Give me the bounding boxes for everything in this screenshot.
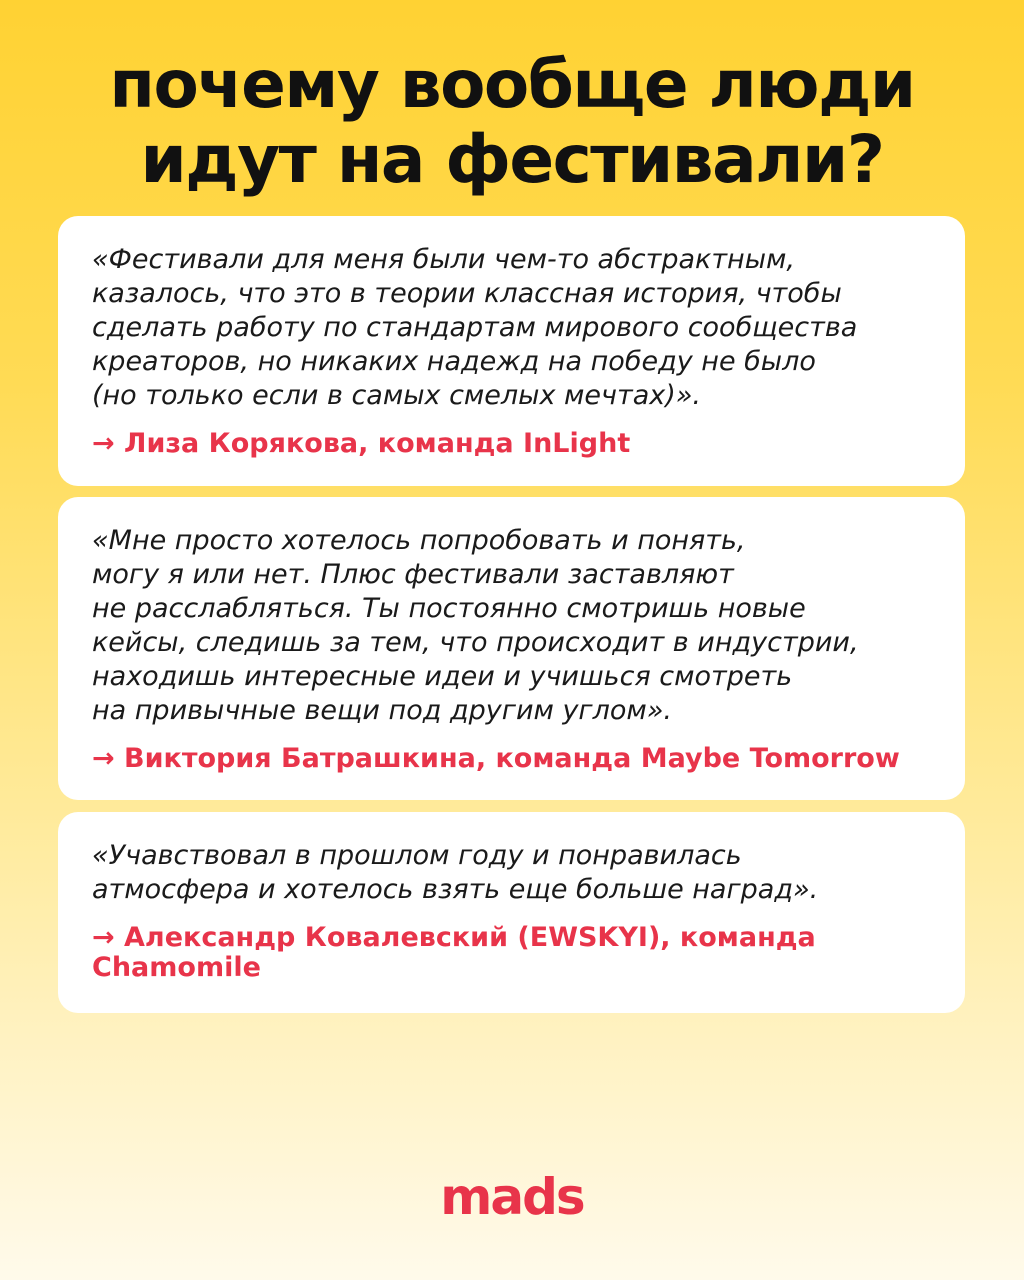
quote-line: (но только если в самых смелых мечтах)». [92, 380, 702, 411]
page-title [0, 48, 1024, 197]
quote-author-line: → Виктория Батрашкина, команда Maybe Tomorrow [92, 743, 900, 774]
quote-line: «Учавствовал в прошлом году и понравилась [92, 840, 742, 871]
quote-author-line: Chamomile [92, 952, 261, 983]
quote-line: не расслабляться. Ты постоянно смотришь новые [92, 593, 806, 624]
quote-line: казалось, что это в теории классная история, чтобы [92, 278, 842, 309]
page-title-line: идут на фестивали? [140, 120, 884, 198]
quote-card [58, 812, 965, 1013]
quote-line: «Фестивали для меня были чем-то абстрактным, [92, 244, 795, 275]
quote-author [92, 744, 931, 774]
quote-line: атмосфера и хотелось взять еще больше наград». [92, 874, 819, 905]
quote-line: на привычные вещи под другим углом». [92, 695, 672, 726]
quote-line: кейсы, следишь за тем, что происходит в индустрии, [92, 627, 859, 658]
page-title-line: почему вообще люди [109, 46, 915, 123]
quote-card [58, 497, 965, 800]
quote-line: сделать работу по стандартам мирового сообщества [92, 312, 858, 343]
quote-author-line: → Александр Ковалевский (EWSKYI), команда [92, 922, 816, 953]
quote-card [58, 216, 965, 486]
quote-line: находишь интересные идеи и учишься смотреть [92, 661, 793, 692]
quote-text [92, 839, 931, 907]
quote-author [92, 923, 931, 983]
quote-text [92, 524, 931, 728]
quote-author [92, 429, 931, 459]
quote-text [92, 243, 931, 413]
quote-author-line: → Лиза Корякова, команда InLight [92, 428, 631, 459]
quote-line: «Мне просто хотелось попробовать и понять, [92, 525, 746, 556]
quote-line: могу я или нет. Плюс фестивали заставляют [92, 559, 734, 590]
brand-logo: mads [440, 1168, 584, 1226]
quote-line: креаторов, но никаких надежд на победу не было [92, 346, 816, 377]
